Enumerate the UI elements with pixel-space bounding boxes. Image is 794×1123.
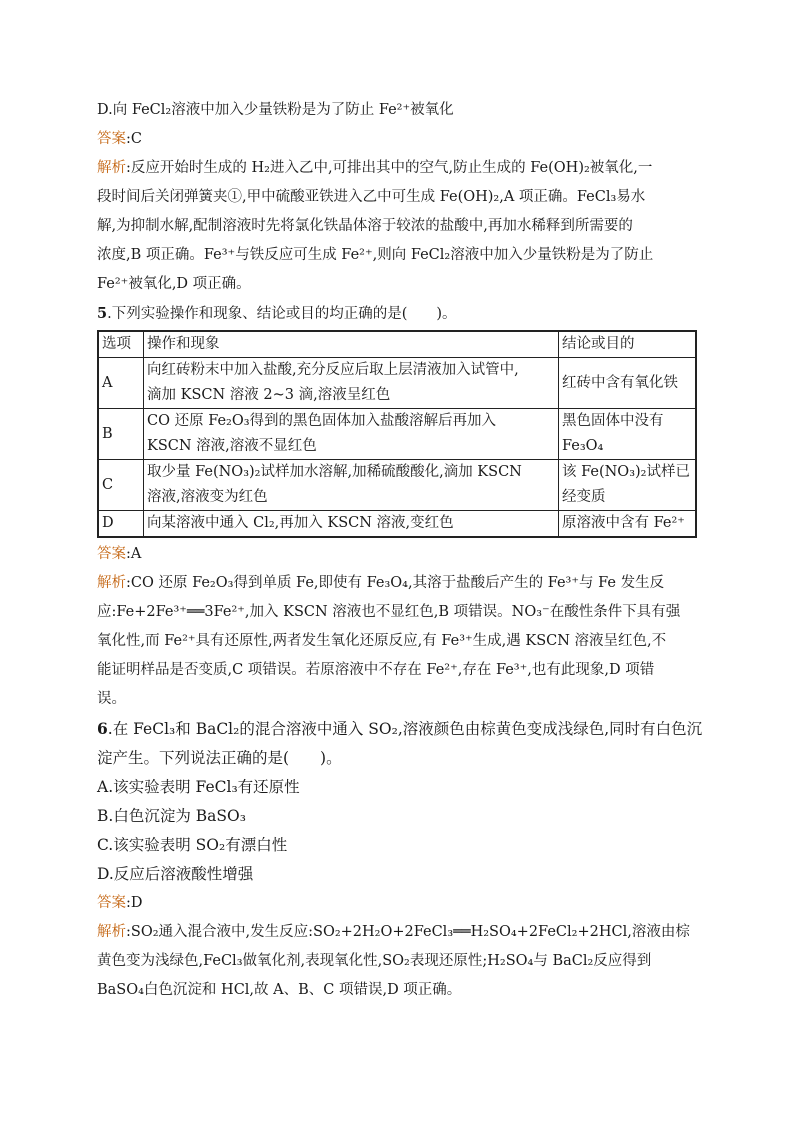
q6-option-b: B.白色沉淀为 BaSO₃ (97, 807, 246, 825)
cell-line: 原溶液中含有 Fe²⁺ (562, 515, 685, 531)
table-cell-option: B (98, 409, 144, 460)
table-cell-option: A (98, 358, 144, 409)
answer-value: :A (126, 546, 142, 562)
table-cell-conclusion (559, 409, 697, 460)
table-header-cell: 操作和现象 (144, 331, 559, 358)
answer-label: 答案 (97, 131, 126, 147)
cell-line: KSCN 溶液,溶液不显红色 (147, 438, 317, 454)
analysis-label: 解析 (97, 160, 126, 176)
cell-line: 溶液,溶液变为红色 (147, 489, 268, 505)
q4-answer (97, 125, 697, 154)
table-cell-operation (144, 409, 559, 460)
q6-analysis (97, 918, 697, 1005)
analysis-line: 误。 (97, 691, 126, 707)
table-cell-operation (144, 358, 559, 409)
table-cell-operation (144, 460, 559, 511)
table-cell-conclusion (559, 358, 697, 409)
cell-line: 取少量 Fe(NO₃)₂试样加水溶解,加稀硫酸酸化,滴加 KSCN (147, 464, 522, 480)
q4-option-d: D.向 FeCl₂溶液中加入少量铁粉是为了防止 Fe²⁺被氧化 (97, 102, 454, 118)
q5-analysis (97, 569, 697, 714)
q6-option-c: C.该实验表明 SO₂有漂白性 (97, 836, 288, 854)
answer-value: :C (126, 131, 142, 147)
cell-line: 红砖中含有氧化铁 (562, 374, 678, 391)
table-cell-operation (144, 511, 559, 538)
cell-line: 经变质 (562, 489, 606, 505)
answer-label: 答案 (97, 895, 126, 911)
cell-line: Fe₃O₄ (562, 438, 604, 454)
table-header-row (98, 331, 696, 358)
table-cell-option: C (98, 460, 144, 511)
analysis-line: 能证明样品是否变质,C 项错误。若原溶液中不存在 Fe²⁺,存在 Fe³⁺,也有此现象,D 项错 (97, 662, 655, 678)
analysis-line: 浓度,B 项正确。Fe³⁺与铁反应可生成 Fe²⁺,则向 FeCl₂溶液中加入少量铁粉是为了防止 (97, 247, 654, 263)
table-row (98, 511, 696, 538)
analysis-line: 黄色变为浅绿色,FeCl₃做氧化剂,表现氧化性,SO₂表现还原性;H₂SO₄与 BaCl₂反应得到 (97, 953, 652, 969)
table-row (98, 409, 696, 460)
analysis-label: 解析 (97, 575, 126, 591)
q6-answer (97, 889, 697, 918)
analysis-line: 解,为抑制水解,配制溶液时先将氯化铁晶体溶于较浓的盐酸中,再加水稀释到所需要的 (97, 218, 633, 234)
q6-stem-continued: 淀产生。下列说法正确的是( )。 (97, 749, 342, 767)
cell-line: 向红砖粉末中加入盐酸,充分反应后取上层清液加入试管中, (147, 362, 519, 378)
question-text: .在 FeCl₃和 BaCl₂的混合溶液中通入 SO₂,溶液颜色由棕黄色变成浅绿色,同时有白色沉 (107, 720, 703, 738)
analysis-line: :SO₂通入混合液中,发生反应:SO₂+2H₂O+2FeCl₃══H₂SO₄+2FeCl₂+2HCl,溶液由棕 (126, 924, 690, 940)
table-row (98, 460, 696, 511)
answer-value: :D (126, 895, 143, 911)
table-cell-conclusion (559, 511, 697, 538)
answer-label: 答案 (97, 546, 126, 562)
q6-option-a: A.该实验表明 FeCl₃有还原性 (97, 778, 300, 796)
cell-line: 该 Fe(NO₃)₂试样已 (562, 464, 690, 480)
question-text: .下列实验操作和现象、结论或目的均正确的是( )。 (107, 306, 457, 322)
table-row (98, 358, 696, 409)
analysis-line: :CO 还原 Fe₂O₃得到单质 Fe,即使有 Fe₃O₄,其溶于盐酸后产生的 Fe³⁺与 Fe 发生反 (126, 575, 665, 591)
table-cell-conclusion (559, 460, 697, 511)
q6-stem (97, 714, 703, 744)
options-table (97, 330, 697, 538)
question-number: 5 (97, 305, 108, 322)
cell-line: 向某溶液中通入 Cl₂,再加入 KSCN 溶液,变红色 (147, 515, 454, 531)
table-header-cell: 结论或目的 (559, 331, 697, 358)
q6-option-d: D.反应后溶液酸性增强 (97, 865, 254, 883)
q4-analysis (97, 154, 697, 299)
analysis-line: :反应开始时生成的 H₂进入乙中,可排出其中的空气,防止生成的 Fe(OH)₂被氧化,一 (126, 160, 653, 176)
table-header-cell: 选项 (98, 331, 144, 358)
cell-line: CO 还原 Fe₂O₃得到的黑色固体加入盐酸溶解后再加入 (147, 413, 497, 429)
question-number: 6 (97, 719, 108, 738)
document-page (97, 96, 703, 1005)
table-cell-option: D (98, 511, 144, 538)
q5-stem (97, 299, 697, 329)
cell-line: 黑色固体中没有 (562, 413, 664, 429)
analysis-line: 应:Fe+2Fe³⁺══3Fe²⁺,加入 KSCN 溶液也不显红色,B 项错误。NO₃⁻在酸性条件下具有强 (97, 604, 681, 620)
analysis-line: BaSO₄白色沉淀和 HCl,故 A、B、C 项错误,D 项正确。 (97, 982, 462, 998)
analysis-label: 解析 (97, 924, 126, 940)
analysis-line: Fe²⁺被氧化,D 项正确。 (97, 276, 251, 292)
analysis-line: 段时间后关闭弹簧夹①,甲中硫酸亚铁进入乙中可生成 Fe(OH)₂,A 项正确。FeCl₃易水 (97, 189, 646, 205)
analysis-line: 氧化性,而 Fe²⁺具有还原性,两者发生氧化还原反应,有 Fe³⁺生成,遇 KSCN 溶液呈红色,不 (97, 633, 667, 649)
q5-answer (97, 540, 697, 569)
cell-line: 滴加 KSCN 溶液 2~3 滴,溶液呈红色 (147, 387, 391, 403)
